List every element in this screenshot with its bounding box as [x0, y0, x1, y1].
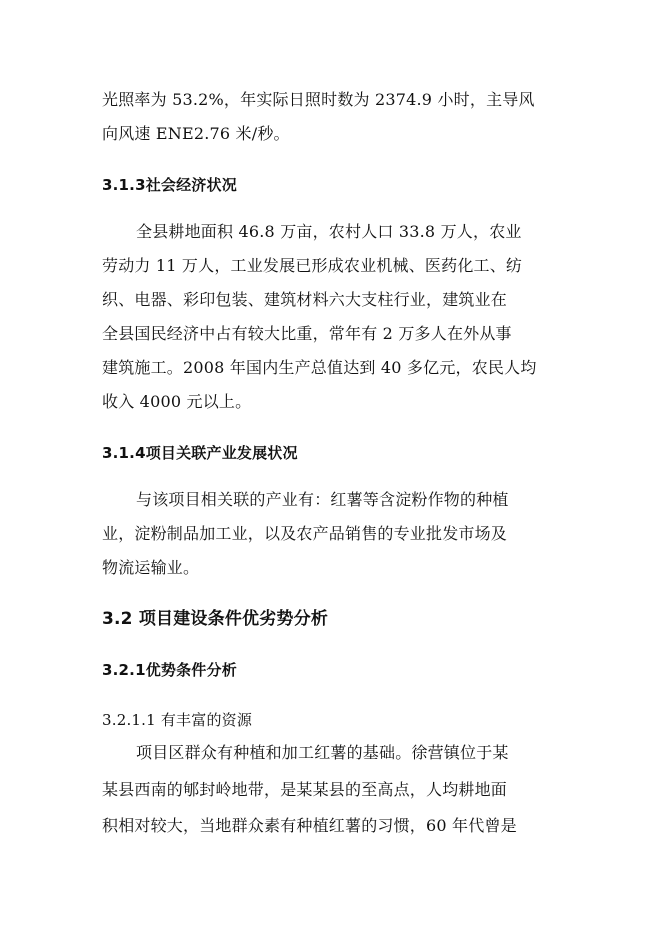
paragraph-line: 向风速 ENE2.76 米/秒。 — [102, 124, 290, 143]
paragraph-line: 某县西南的郇封岭地带，是某某县的至高点，人均耕地面 — [102, 780, 508, 799]
paragraph-line: 积相对较大，当地群众素有种植红薯的习惯，60 年代曾是 — [102, 816, 517, 835]
paragraph-line: 全县国民经济中占有较大比重，常年有 2 万多人在外从事 — [102, 324, 512, 343]
paragraph-line: 光照率为 53.2%，年实际日照时数为 2374.9 小时，主导风 — [102, 90, 535, 109]
paragraph-line: 物流运输业。 — [102, 558, 200, 577]
paragraph-line: 项目区群众有种植和加工红薯的基础。徐营镇位于某 — [136, 743, 509, 762]
section-heading-3-2-1: 3.2.1优势条件分析 — [102, 661, 237, 679]
paragraph-line: 劳动力 11 万人，工业发展已形成农业机械、医药化工、纺 — [102, 256, 523, 275]
section-heading-3-1-4: 3.1.4项目关联产业发展状况 — [102, 444, 298, 462]
paragraph-line: 织、电器、彩印包装、建筑材料六大支柱行业，建筑业在 — [102, 290, 508, 309]
paragraph-line: 建筑施工。2008 年国内生产总值达到 40 多亿元，农民人均 — [102, 358, 537, 377]
section-heading-3-1-3: 3.1.3社会经济状况 — [102, 176, 237, 194]
paragraph-line: 全县耕地面积 46.8 万亩，农村人口 33.8 万人，农业 — [136, 222, 522, 241]
section-heading-3-2-1-1: 3.2.1.1 有丰富的资源 — [102, 711, 253, 729]
paragraph-line: 业，淀粉制品加工业，以及农产品销售的专业批发市场及 — [102, 524, 508, 543]
section-heading-3-2: 3.2 项目建设条件优劣势分析 — [102, 609, 329, 629]
paragraph-line: 与该项目相关联的产业有：红薯等含淀粉作物的种植 — [136, 490, 509, 509]
paragraph-line: 收入 4000 元以上。 — [102, 392, 252, 411]
